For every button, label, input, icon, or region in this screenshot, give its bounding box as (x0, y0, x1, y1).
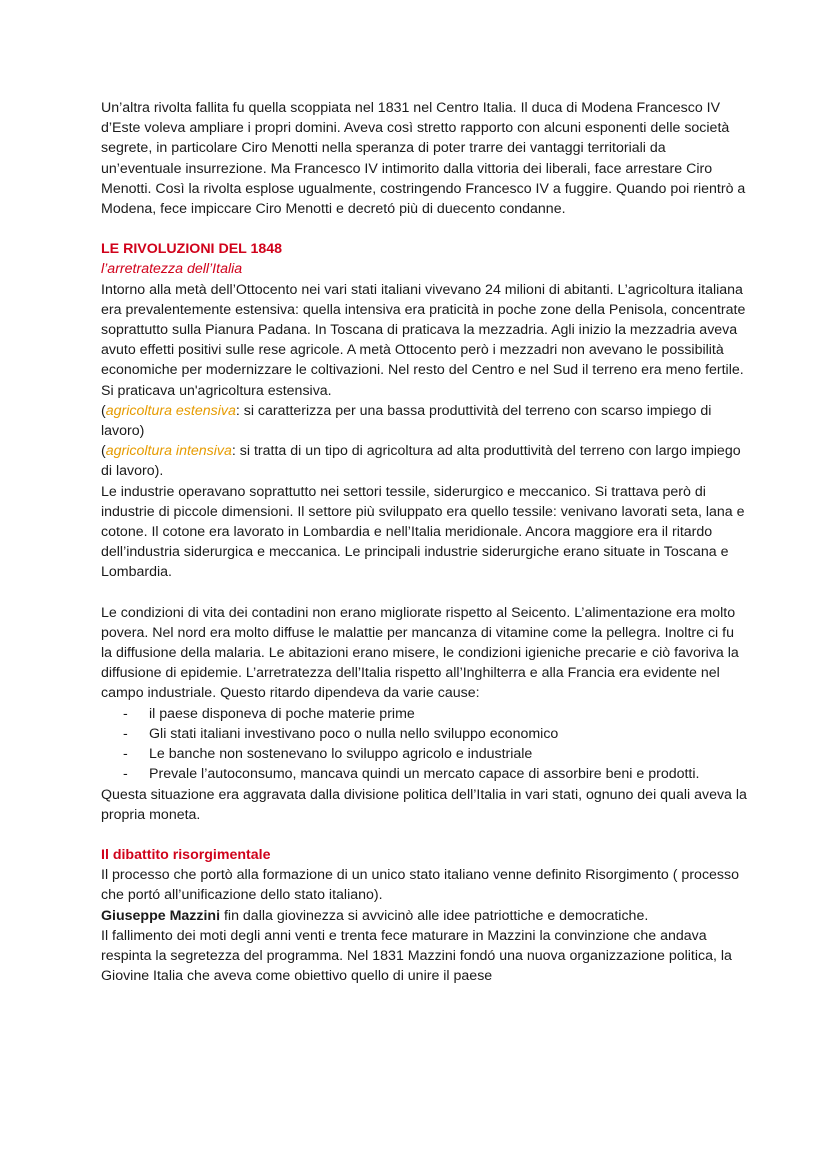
list-item: - Gli stati italiani investivano poco o nulla nello sviluppo economico (101, 724, 748, 744)
list-item: - Le banche non sostenevano lo sviluppo agricolo e industriale (101, 744, 748, 764)
mazzini-name: Giuseppe Mazzini (101, 907, 221, 924)
spacer (101, 825, 748, 845)
list-item: - il paese disponeva di poche materie prime (101, 704, 748, 724)
definition-text: : si caratterizza per una bassa produttività del terreno con scarso impiego di lavoro) (101, 402, 712, 440)
definition-extensive: (agricoltura estensiva: si caratterizza per una bassa produttività del terreno con scarso impiego di lavoro) (101, 402, 712, 440)
mazzini-paragraph (101, 906, 748, 926)
section-title: Il dibattito risorgimentale (101, 846, 271, 863)
definition-term: agricoltura intensiva (105, 443, 232, 460)
list-item: - Prevale l’autoconsumo, mancava quindi un mercato capace di assorbire beni e prodotti. (101, 764, 748, 784)
risorgimento-paragraph: Il processo che portò alla formazione di un unico stato italiano venne definito Risorgimento ( processo che portó all’unificazione dello stato italiano). (101, 867, 740, 904)
definition-term: agricoltura estensiva (105, 402, 236, 419)
giovine-italia-paragraph: Il fallimento dei moti degli anni venti e trenta fece maturare in Mazzini la convinzione che andava respinta la segretezza del programma. Nel 1831 Mazzini fondó una nuova organizzazione politica, la Giovine Italia che aveva come obiettivo quello di unire il paese (101, 927, 732, 985)
spacer (101, 583, 748, 603)
mazzini-text: fin dalla giovinezza si avvicinò alle idee patriottiche e democratiche. (220, 907, 649, 924)
definition-text: : si tratta di un tipo di agricoltura ad alta produttività del terreno con largo impiego di lavoro). (101, 443, 741, 480)
political-division-paragraph: Questa situazione era aggravata dalla divisione politica dell’Italia in vari stati, ognuno dei quali aveva la propria moneta. (101, 786, 747, 823)
section-title: LE RIVOLUZIONI DEL 1848 (101, 241, 283, 258)
industry-paragraph: Le industrie operavano soprattutto nei settori tessile, siderurgico e meccanico. Si trattava però di industrie di piccole dimensioni. Il settore più sviluppato era quello tessile: venivano lavorati seta, lana e cotone. Il cotone era lavorato in Lombardia e nell’Italia meridionale. Ancora maggiore era il ritardo dell’industria siderurgica e meccanica. Le principali industrie siderurgiche erano situate in Toscana e Lombardia. (101, 483, 745, 581)
section-subtitle: l’arretratezza dell’Italia (101, 261, 243, 278)
living-conditions-paragraph: Le condizioni di vita dei contadini non erano migliorate rispetto al Seicento. L’alimentazione era molto povera. Nel nord era molto diffuse le malattie per mancanza di vitamine come la pellegra. Inoltre ci fu la diffusione della malaria. Le abitazioni erano misere, le condizioni igieniche precarie e ciò favoriva la diffusione di epidemie. L’arretratezza dell’Italia rispetto all’Inghilterra e alla Francia era evidente nel campo industriale. Questo ritardo dipendeva da varie cause: (101, 604, 739, 702)
agriculture-paragraph: Intorno alla metà dell’Ottocento nei vari stati italiani vivevano 24 milioni di abitanti. L’agricoltura italiana era prevalentemente estensiva: quella intensiva era praticità in poche zone della Penisola, concentrate soprattutto sulla Pianura Padana. In Toscana di praticava la mezzadria. Agli inizio la mezzadria aveva avuto effetti positivi sulle rese agricole. A metà Ottocento però i mezzadri non avevano le possibilità economiche per modernizzare le coltivazioni. Nel resto del Centro e nel Sud il terreno era meno fertile. Si praticava un'agricoltura estensiva. (101, 281, 746, 399)
spacer (101, 219, 748, 239)
intro-paragraph: Un’altra rivolta fallita fu quella scoppiata nel 1831 nel Centro Italia. Il duca di Modena Francesco IV d’Este voleva ampliare i propri domini. Aveva così stretto rapporto con alcuni esponenti delle società segrete, in particolare Ciro Menotti nella speranza di poter trarre dei vantaggi territoriali da un’eventuale insurrezione. Ma Francesco IV intimorito dalla vittoria dei liberali, face arrestare Ciro Menotti. Così la rivolta esplose ugualmente, costringendo Francesco IV a fuggire. Quando poi rientrò a Modena, fece impiccare Ciro Menotti e decretó più di duecento condanne. (101, 100, 746, 218)
definition-intensive: (agricoltura intensiva: si tratta di un tipo di agricoltura ad alta produttività del terreno con largo impiego di lavoro). (101, 443, 741, 480)
causes-list (101, 704, 748, 785)
